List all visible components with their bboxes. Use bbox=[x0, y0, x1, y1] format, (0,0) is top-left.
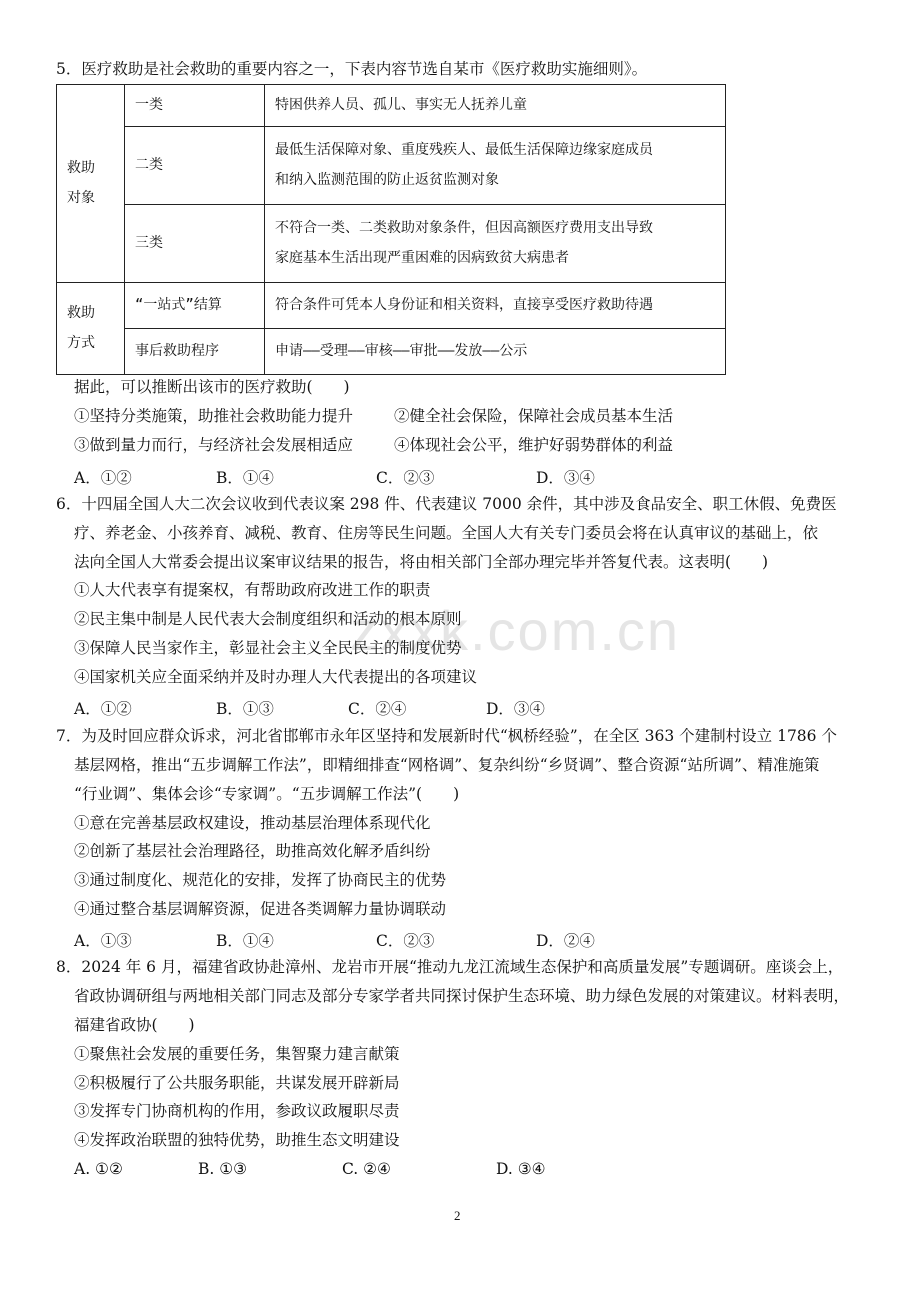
option-b[interactable]: B．①③ bbox=[216, 700, 274, 718]
watermark: zxxk.com.cn bbox=[350, 599, 681, 662]
question-8-line: 福建省政协( ) bbox=[74, 1016, 195, 1034]
table-row-label: 一类 bbox=[125, 85, 265, 127]
choice-item: ①意在完善基层政权建设，推动基层治理体系现代化 bbox=[74, 814, 431, 832]
option-c[interactable]: C．②④ bbox=[348, 700, 407, 718]
group-label-recipients: 救助 对象 bbox=[57, 85, 125, 283]
choice-item: ④发挥政治联盟的独特优势，助推生态文明建设 bbox=[74, 1131, 400, 1149]
question-6-line: 6．十四届全国人大二次会议收到代表议案 298 件、代表建议 7000 余件，其中涉及食品安全、职工休假、免费医 bbox=[56, 495, 837, 513]
page-number: 2 bbox=[454, 1208, 461, 1223]
option-c[interactable]: C．②③ bbox=[376, 469, 435, 487]
question-6-line: 法向全国人大常委会提出议案审议结果的报告，将由相关部门全部办理完毕并答复代表。这表明( ) bbox=[74, 553, 769, 571]
option-d[interactable]: D. ③④ bbox=[496, 1160, 546, 1178]
option-d[interactable]: D．③④ bbox=[536, 469, 595, 487]
table-row-label: “一站式”结算 bbox=[125, 283, 265, 329]
choice-item: ①聚焦社会发展的重要任务，集智聚力建言献策 bbox=[74, 1045, 400, 1063]
choice-item: ②创新了基层社会治理路径，助推高效化解矛盾纠纷 bbox=[74, 842, 431, 860]
choice-item: ③通过制度化、规范化的安排，发挥了协商民主的优势 bbox=[74, 871, 447, 889]
option-c[interactable]: C．②③ bbox=[376, 932, 435, 950]
option-b[interactable]: B．①④ bbox=[216, 469, 274, 487]
question-8-line: 8．2024 年 6 月，福建省政协赴漳州、龙岩市开展“推动九龙江流域生态保护和高质量发展”专题调研。座谈会上， bbox=[56, 958, 844, 976]
option-a[interactable]: A．①② bbox=[74, 700, 132, 718]
option-a[interactable]: A. ①② bbox=[74, 1160, 123, 1178]
table-row-label: 事后救助程序 bbox=[125, 329, 265, 375]
option-d[interactable]: D．②④ bbox=[536, 932, 595, 950]
choice-item: ②积极履行了公共服务职能，共谋发展开辟新局 bbox=[74, 1074, 400, 1092]
choice-item: ④通过整合基层调解资源，促进各类调解力量协调联动 bbox=[74, 900, 447, 918]
question-7-line: 7．为及时回应群众诉求，河北省邯郸市永年区坚持和发展新时代“枫桥经验”，在全区 363 个建制村设立 1786 个 bbox=[56, 727, 837, 745]
medical-aid-table bbox=[56, 84, 726, 375]
choice-item: ④体现社会公平，维护好弱势群体的利益 bbox=[394, 436, 674, 454]
table-row-content: 最低生活保障对象、重度残疾人、最低生活保障边缘家庭成员 和纳入监测范围的防止返贫监测对象 bbox=[265, 127, 726, 205]
table-row-content: 不符合一类、二类救助对象条件，但因高额医疗费用支出导致 家庭基本生活出现严重困难的因病致贫大病患者 bbox=[265, 205, 726, 283]
question-5-prompt: 据此，可以推断出该市的医疗救助( ) bbox=[74, 378, 350, 396]
choice-item: ③发挥专门协商机构的作用，参政议政履职尽责 bbox=[74, 1102, 400, 1120]
choice-item: ③做到量力而行，与经济社会发展相适应 bbox=[74, 436, 354, 454]
option-a[interactable]: A．①② bbox=[74, 469, 132, 487]
question-8-line: 省政协调研组与两地相关部门同志及部分专家学者共同探讨保护生态环境、助力绿色发展的对策建议。材料表明， bbox=[74, 987, 850, 1005]
question-7-line: 基层网格，推出“五步调解工作法”，即精细排查“网格调”、复杂纠纷“乡贤调”、整合资源“站所调”、精准施策 bbox=[74, 756, 820, 774]
choice-item: ①坚持分类施策，助推社会救助能力提升 bbox=[74, 407, 354, 425]
choice-item: ④国家机关应全面采纳并及时办理人大代表提出的各项建议 bbox=[74, 668, 478, 686]
question-5-stem: 5．医疗救助是社会救助的重要内容之一，下表内容节选自某市《医疗救助实施细则》。 bbox=[56, 60, 648, 78]
option-d[interactable]: D．③④ bbox=[486, 700, 545, 718]
table-row-content: 申请——受理——审核——审批——发放——公示 bbox=[265, 329, 726, 375]
option-b[interactable]: B. ①③ bbox=[198, 1160, 248, 1178]
table-row-content: 符合条件可凭本人身份证和相关资料，直接享受医疗救助待遇 bbox=[265, 283, 726, 329]
question-6-line: 疗、养老金、小孩养育、减税、教育、住房等民生问题。全国人大有关专门委员会将在认真审议的基础上，依 bbox=[74, 524, 819, 542]
table-row-label: 三类 bbox=[125, 205, 265, 283]
table-row-content: 特困供养人员、孤儿、事实无人抚养儿童 bbox=[265, 85, 726, 127]
question-7-line: “行业调”、集体会诊“专家调”。“五步调解工作法”( ) bbox=[74, 785, 460, 803]
choice-item: ②民主集中制是人民代表大会制度组织和活动的根本原则 bbox=[74, 610, 462, 628]
table-row-label: 二类 bbox=[125, 127, 265, 205]
group-label-methods: 救助 方式 bbox=[57, 283, 125, 375]
option-c[interactable]: C. ②④ bbox=[342, 1160, 391, 1178]
option-a[interactable]: A．①③ bbox=[74, 932, 132, 950]
choice-item: ①人大代表享有提案权，有帮助政府改进工作的职责 bbox=[74, 581, 431, 599]
choice-item: ②健全社会保险，保障社会成员基本生活 bbox=[394, 407, 674, 425]
choice-item: ③保障人民当家作主，彰显社会主义全民民主的制度优势 bbox=[74, 639, 462, 657]
option-b[interactable]: B．①④ bbox=[216, 932, 274, 950]
